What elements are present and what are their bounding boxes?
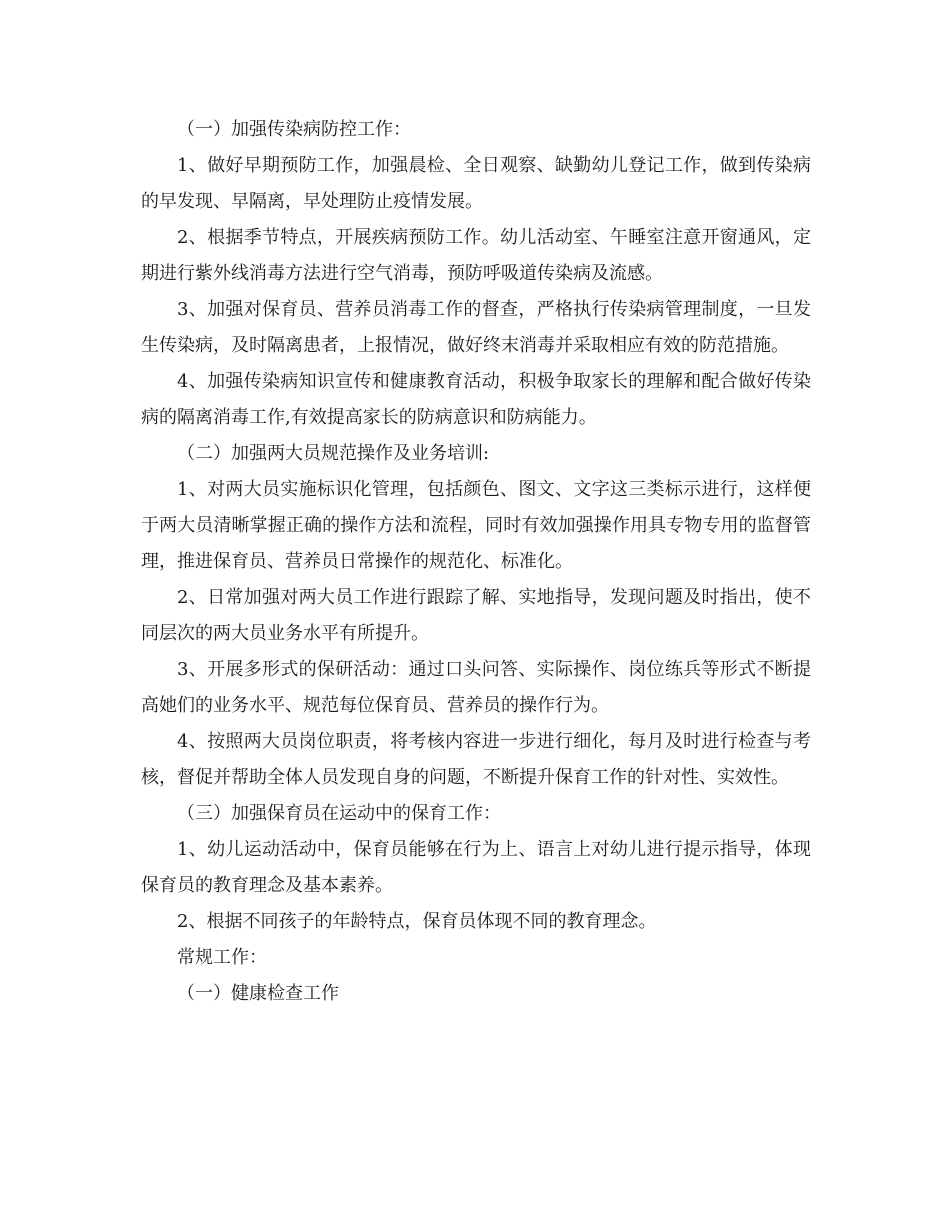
paragraph: 2、根据不同孩子的年龄特点，保育员体现不同的教育理念。 xyxy=(177,911,657,932)
section-heading-3: （三）加强保育员在运动中的保育工作： xyxy=(177,803,501,824)
section-heading-1: （一）加强传染病防控工作： xyxy=(177,119,411,140)
document-body xyxy=(141,112,811,1012)
section-heading-4: （一）健康检查工作 xyxy=(177,983,339,1004)
paragraph: 2、根据季节特点，开展疾病预防工作。幼儿活动室、午睡室注意开窗通风，定期进行紫外线消毒方法进行空气消毒，预防呼吸道传染病及流感。 xyxy=(141,227,811,284)
paragraph: 1、做好早期预防工作，加强晨检、全日观察、缺勤幼儿登记工作，做到传染病的早发现、早隔离，早处理防止疫情发展。 xyxy=(141,155,811,212)
paragraph: 常规工作： xyxy=(177,947,267,968)
paragraph: 1、对两大员实施标识化管理，包括颜色、图文、文字这三类标示进行，这样便于两大员清晰掌握正确的操作方法和流程，同时有效加强操作用具专物专用的监督管理，推进保育员、营养员日常操作的规范化、标准化。 xyxy=(141,479,811,572)
paragraph: 4、加强传染病知识宣传和健康教育活动，积极争取家长的理解和配合做好传染病的隔离消毒工作,有效提高家长的防病意识和防病能力。 xyxy=(141,371,811,428)
paragraph: 3、开展多形式的保研活动：通过口头问答、实际操作、岗位练兵等形式不断提高她们的业务水平、规范每位保育员、营养员的操作行为。 xyxy=(141,659,811,716)
paragraph: 2、日常加强对两大员工作进行跟踪了解、实地指导，发现问题及时指出，使不同层次的两大员业务水平有所提升。 xyxy=(141,587,811,644)
paragraph: 1、幼儿运动活动中，保育员能够在行为上、语言上对幼儿进行提示指导，体现保育员的教育理念及基本素养。 xyxy=(141,839,811,896)
paragraph: 4、按照两大员岗位职责，将考核内容进一步进行细化，每月及时进行检查与考核，督促并帮助全体人员发现自身的问题，不断提升保育工作的针对性、实效性。 xyxy=(141,731,811,788)
paragraph: 3、加强对保育员、营养员消毒工作的督查，严格执行传染病管理制度，一旦发生传染病，及时隔离患者，上报情况，做好终末消毒并采取相应有效的防范措施。 xyxy=(141,299,811,356)
section-heading-2: （二）加强两大员规范操作及业务培训: xyxy=(177,443,490,464)
